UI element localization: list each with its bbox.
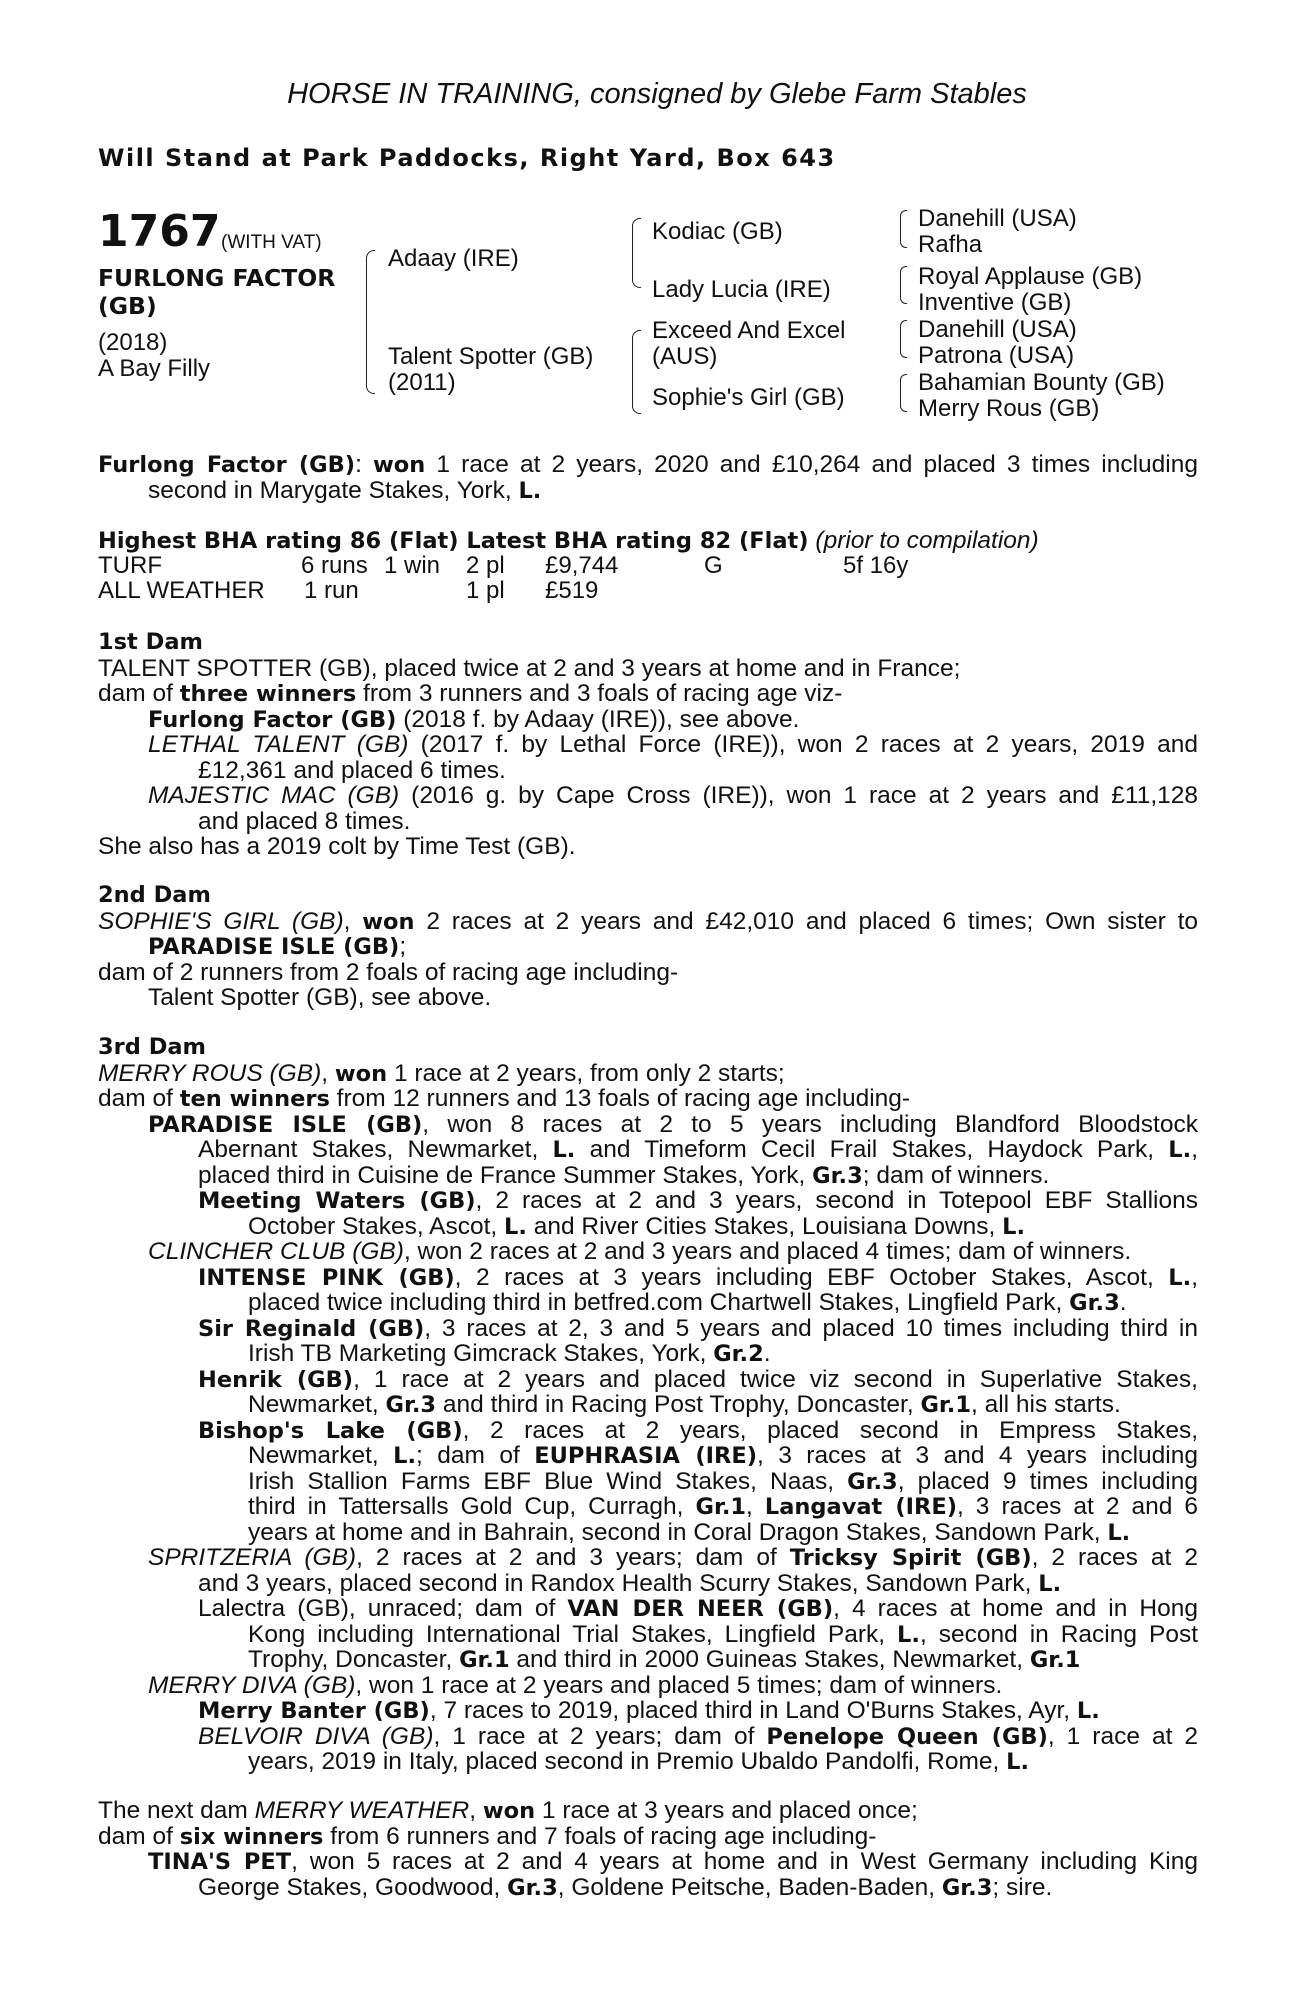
first-dam-heading: 1st Dam	[98, 629, 203, 655]
t: , Goldene Peitsche, Baden-Baden,	[557, 1873, 942, 1901]
t: PARADISE ISLE (GB)	[148, 934, 400, 960]
third-dam-section	[98, 1035, 1198, 1775]
summary-line-2	[98, 478, 1198, 504]
summary-horse: Furlong Factor (GB)	[98, 452, 356, 478]
pedigree-brace-main	[366, 250, 375, 394]
t: 2 races at 2 years and £42,010 and placed 6 times; Own sister to	[414, 907, 1198, 935]
second-dam-produce: dam of 2 runners from 2 foals of racing age including-	[98, 958, 679, 986]
horse-name-line1: FURLONG FACTOR	[98, 264, 336, 292]
d3-l2	[98, 1086, 1198, 1112]
pedigree-g6: Patrona (USA)	[918, 342, 1075, 369]
t: , 3 races at 3 and 4 years including	[757, 1442, 1198, 1469]
d3-l4	[98, 1137, 1198, 1163]
t: PARADISE ISLE (GB)	[148, 1111, 423, 1138]
t: George Stakes, Goodwood,	[198, 1873, 508, 1901]
t: placed third in Cuisine de France Summer Stakes, York,	[198, 1161, 813, 1189]
d3-l3	[98, 1112, 1198, 1138]
page-header: HORSE IN TRAINING, consigned by Glebe Farm Stables	[287, 78, 1027, 110]
t: from 12 runners and 13 foals of racing age including-	[329, 1085, 911, 1112]
d3-l14	[98, 1392, 1198, 1418]
t: CLINCHER CLUB (GB)	[148, 1238, 404, 1265]
t: , all his starts.	[971, 1391, 1121, 1418]
d3-l7	[98, 1214, 1198, 1240]
next-dam-section	[98, 1798, 1198, 1900]
t: , won 5 races at 2 and 4 years at home and in West Germany including King	[291, 1848, 1198, 1875]
t: Gr.1	[459, 1647, 510, 1673]
t: Irish TB Marketing Gimcrack Stakes, York,	[248, 1340, 714, 1367]
t: Gr.3	[1069, 1290, 1120, 1316]
t: Gr.3	[941, 1874, 993, 1901]
t: Trophy, Doncaster,	[248, 1646, 460, 1673]
d3-l6	[98, 1188, 1198, 1214]
pedigree-dam-sire-line2: (AUS)	[652, 343, 718, 370]
t: October Stakes, Ascot,	[248, 1212, 505, 1240]
second-dam-produce-item: Talent Spotter (GB), see above.	[148, 984, 492, 1011]
turf-distance: 5f 16y	[843, 552, 909, 579]
t: MERRY WEATHER	[254, 1797, 470, 1824]
t: Tricksy Spirit (GB)	[789, 1545, 1032, 1571]
t: .	[763, 1340, 771, 1367]
pedigree-dam-line2: (2011)	[388, 369, 456, 396]
turf-surface: TURF	[98, 552, 162, 579]
d3-l19	[98, 1520, 1198, 1546]
summary-text: 1 race at 2 years, 2020 and £10,264 and placed 3 times including	[436, 451, 1198, 478]
t: dam of	[98, 1085, 180, 1112]
summary-line-1	[98, 452, 1198, 478]
foaling-year: (2018)	[98, 329, 168, 356]
first-dam-produce	[98, 681, 1198, 707]
t: won	[482, 1798, 536, 1824]
t: ,	[469, 1797, 483, 1824]
t: Gr.1	[1029, 1647, 1081, 1673]
t: ten winners	[179, 1086, 330, 1112]
t: ,	[343, 907, 363, 935]
t: and third in Racing Post Trophy, Doncaster,	[436, 1391, 921, 1418]
t: (2017 f. by Lethal Force (IRE)), won 2 races at 2 years, 2019 and	[408, 731, 1199, 758]
nd-l2	[98, 1824, 1198, 1850]
t: and River Cities Stakes, Louisiana Downs,	[526, 1212, 1003, 1240]
t: , 2 races at 2 and 3 years; dam of	[356, 1544, 790, 1571]
t: INTENSE PINK (GB)	[198, 1264, 455, 1291]
pedigree-sire: Adaay (IRE)	[388, 245, 519, 272]
pedigree-g4: Inventive (GB)	[918, 289, 1072, 316]
t: EUPHRASIA (IRE)	[534, 1443, 758, 1469]
pedigree-g1: Danehill (USA)	[918, 205, 1077, 232]
t: L.	[552, 1137, 576, 1163]
t: The next dam	[98, 1797, 255, 1824]
t: Kong including International Trial Stakes, Lingfield Park,	[248, 1620, 898, 1648]
t: Newmarket,	[248, 1391, 386, 1418]
t: Irish Stallion Farms EBF Blue Wind Stakes, Naas,	[248, 1467, 848, 1495]
t: Sir Reginald (GB)	[198, 1315, 425, 1342]
nd-l1	[98, 1798, 1198, 1824]
d3-l27	[98, 1724, 1198, 1750]
t: 1 race at 3 years and placed once;	[535, 1797, 918, 1824]
t: , won 2 races at 2 and 3 years and placed 4 times; dam of winners.	[403, 1238, 1132, 1265]
t: Merry Banter (GB)	[198, 1698, 430, 1724]
venue-line: Will Stand at Park Paddocks, Right Yard, Box 643	[98, 144, 836, 172]
t: , 4 races at home and in Hong	[833, 1595, 1198, 1622]
t: , second in Racing Post	[919, 1620, 1199, 1648]
d3-l9	[98, 1265, 1198, 1291]
t: TINA'S PET	[148, 1849, 292, 1875]
produce-lethal-talent-cont: £12,361 and placed 6 times.	[198, 756, 506, 784]
t: LETHAL TALENT (GB)	[148, 731, 409, 758]
t: BELVOIR DIVA (GB)	[198, 1722, 434, 1750]
t: Gr.3	[847, 1468, 898, 1495]
t: , 1 race at 2 years and placed twice viz second in Superlative Stakes,	[353, 1365, 1198, 1393]
t: , won 8 races at 2 to 5 years including Blandford Bloodstock	[422, 1110, 1198, 1138]
ratings-note: (prior to compilation)	[815, 527, 1039, 554]
pedigree-sire-dam: Lady Lucia (IRE)	[652, 276, 831, 303]
produce-majestic-mac-cont: and placed 8 times.	[198, 807, 411, 835]
t: 1 race at 2 years, from only 2 starts;	[387, 1059, 785, 1087]
t: Gr.1	[920, 1392, 971, 1418]
t: Gr.3	[385, 1392, 437, 1418]
turf-going: G	[704, 552, 723, 579]
t: Penelope Queen (GB)	[766, 1723, 1048, 1750]
t: , 2 races at 2 and 3 years, second in Totepool EBF Stallions	[475, 1187, 1198, 1214]
nd-l3	[98, 1849, 1198, 1875]
pedigree-dam	[388, 344, 593, 396]
d3-l1	[98, 1061, 1198, 1087]
t: L.	[1107, 1519, 1131, 1546]
t: won	[362, 908, 415, 935]
t: and third in 2000 Guineas Stakes, Newmarket,	[509, 1646, 1030, 1673]
listed-tag: L.	[518, 477, 542, 504]
t: ; dam of winners.	[862, 1161, 1050, 1189]
t: L.	[1002, 1213, 1026, 1240]
t: from 6 runners and 7 foals of racing age including-	[323, 1822, 877, 1850]
pedigree-brace-dam	[632, 330, 641, 414]
d3-l8	[98, 1239, 1198, 1265]
pedigree-brace-sire	[632, 218, 641, 288]
pedigree-dam-sire	[652, 318, 845, 370]
turf-wins: 1 win	[384, 552, 441, 579]
d3-l5	[98, 1163, 1198, 1189]
t: SPRITZERIA (GB)	[148, 1544, 357, 1571]
pedigree-dam-sire-line1: Exceed And Excel	[652, 317, 846, 344]
t: L.	[1168, 1137, 1192, 1163]
second-dam-sister	[98, 934, 1198, 960]
t: Gr.2	[713, 1341, 764, 1367]
turf-prize: £9,744	[545, 552, 619, 579]
t: dam of	[98, 680, 180, 707]
pedigree-dam-dam: Sophie's Girl (GB)	[652, 384, 845, 411]
t: and 3 years, placed second in Randox Health Scurry Stakes, Sandown Park,	[198, 1569, 1039, 1597]
t: VAN DER NEER (GB)	[567, 1596, 834, 1622]
t: SOPHIE'S GIRL (GB)	[98, 907, 344, 935]
aw-surface: ALL WEATHER	[98, 577, 265, 604]
d3-l25	[98, 1673, 1198, 1699]
t: , 3 races at 2 and 6	[956, 1493, 1198, 1520]
t: , 2 races at 2 years, placed second in Empress Stakes,	[462, 1416, 1198, 1444]
pedigree-g8: Merry Rous (GB)	[918, 395, 1100, 422]
d3-l23	[98, 1622, 1198, 1648]
third-dam-heading: 3rd Dam	[98, 1034, 206, 1060]
t: Henrik (GB)	[198, 1366, 354, 1393]
t: Meeting Waters (GB)	[198, 1188, 476, 1214]
t: ,	[1191, 1263, 1198, 1291]
t: Gr.1	[695, 1494, 747, 1520]
pedigree-dam-line1: Talent Spotter (GB)	[388, 343, 594, 370]
summary-won: won	[373, 452, 426, 478]
pedigree-g3: Royal Applause (GB)	[918, 263, 1143, 290]
t: Bishop's Lake (GB)	[198, 1417, 463, 1444]
t: Abernant Stakes, Newmarket,	[198, 1136, 553, 1163]
t: won	[334, 1060, 388, 1087]
produce-lethal-talent	[98, 732, 1198, 758]
t: years at home and in Bahrain, second in Coral Dragon Stakes, Sandown Park,	[248, 1518, 1108, 1546]
t: ; dam of	[416, 1442, 535, 1469]
lot-number: 1767	[98, 206, 221, 257]
t: , 2 races at 3 years including EBF October Stakes, Ascot,	[454, 1263, 1169, 1291]
t: L.	[1076, 1698, 1100, 1724]
ratings-title: Highest BHA rating 86 (Flat) Latest BHA rating 82 (Flat)	[98, 528, 809, 554]
pedigree-sire-sire: Kodiac (GB)	[652, 218, 783, 245]
t: placed twice including third in betfred.com Chartwell Stakes, Lingfield Park,	[248, 1289, 1070, 1316]
d3-l22	[98, 1596, 1198, 1622]
first-dam-section	[98, 630, 1198, 860]
d3-l12	[98, 1341, 1198, 1367]
vat-label: (WITH VAT)	[221, 232, 322, 253]
pedigree-brace-g3	[900, 320, 907, 358]
t: ,	[321, 1059, 335, 1087]
t: MERRY ROUS (GB)	[98, 1059, 322, 1087]
second-dam-line	[98, 909, 1198, 935]
t: years, 2019 in Italy, placed second in Premio Ubaldo Pandolfi, Rome,	[248, 1748, 1007, 1775]
t: MAJESTIC MAC (GB)	[148, 782, 400, 809]
d3-l18	[98, 1494, 1198, 1520]
t: , 7 races to 2019, placed third in Land O'Burns Stakes, Ayr,	[429, 1697, 1077, 1724]
t: Lalectra (GB), unraced; dam of	[198, 1595, 568, 1622]
t: Furlong Factor (GB)	[148, 706, 397, 733]
d3-l26	[98, 1698, 1198, 1724]
produce-majestic-mac	[98, 783, 1198, 809]
d3-l15	[98, 1418, 1198, 1444]
t: ;	[399, 933, 407, 960]
first-dam-line: TALENT SPOTTER (GB), placed twice at 2 and 3 years at home and in France;	[98, 654, 961, 682]
second-dam-section	[98, 883, 1198, 1011]
horse-description: A Bay Filly	[98, 355, 211, 382]
aw-runs: 1 run	[304, 577, 359, 604]
t: (2018 f. by Adaay (IRE)), see above.	[396, 705, 800, 733]
t: six winners	[179, 1823, 324, 1850]
pedigree-g2: Rafha	[918, 231, 983, 258]
produce-furlong-factor	[98, 707, 1198, 733]
d3-l21	[98, 1571, 1198, 1597]
d3-l16	[98, 1443, 1198, 1469]
d3-l10	[98, 1290, 1198, 1316]
t: L.	[897, 1621, 920, 1648]
aw-placed: 1 pl	[466, 577, 505, 604]
t: and Timeform Cecil Frail Stakes, Haydock Park,	[575, 1136, 1169, 1163]
t: dam of	[98, 1822, 180, 1850]
t: Gr.3	[507, 1874, 558, 1901]
t: L.	[504, 1213, 527, 1240]
turf-placed: 2 pl	[466, 552, 505, 579]
t: Langavat (IRE)	[764, 1494, 957, 1520]
pedigree-brace-g2	[900, 266, 907, 304]
pedigree-g5: Danehill (USA)	[918, 316, 1077, 343]
race-summary	[98, 452, 1198, 503]
d3-l13	[98, 1367, 1198, 1393]
t: from 3 runners and 3 foals of racing age viz-	[356, 680, 843, 707]
summary-colon: :	[355, 451, 362, 478]
t: .	[1119, 1289, 1127, 1316]
d3-l20	[98, 1545, 1198, 1571]
t: ,	[746, 1493, 765, 1520]
t: L.	[1006, 1749, 1029, 1775]
t: Gr.3	[812, 1162, 863, 1189]
horse-name-line2: (GB)	[98, 292, 157, 320]
pedigree-g7: Bahamian Bounty (GB)	[918, 369, 1165, 396]
t: , won 1 race at 2 years and placed 5 times; dam of winners.	[355, 1671, 1003, 1699]
summary-second: second in Marygate Stakes, York,	[148, 476, 519, 504]
winners-count: three winners	[179, 681, 357, 707]
pedigree-brace-g4	[900, 374, 907, 412]
t: ; sire.	[992, 1873, 1053, 1901]
t: , 3 races at 2, 3 and 5 years and placed 10 times including third in	[424, 1314, 1198, 1342]
t: (2016 g. by Cape Cross (IRE)), won 1 race at 2 years and £11,128	[399, 782, 1198, 809]
t: L.	[1168, 1264, 1192, 1291]
t: third in Tattersalls Gold Cup, Curragh,	[248, 1493, 696, 1520]
t: L.	[1038, 1570, 1062, 1597]
nd-l4	[98, 1875, 1198, 1901]
t: , 1 race at 2 years; dam of	[433, 1722, 767, 1750]
t: , 2 races at 2	[1031, 1544, 1198, 1571]
second-dam-heading: 2nd Dam	[98, 882, 211, 908]
d3-l24	[98, 1647, 1198, 1673]
t: , placed 9 times including	[897, 1467, 1198, 1495]
t: MERRY DIVA (GB)	[148, 1671, 356, 1699]
ratings-line	[98, 528, 1039, 555]
pedigree-brace-g1	[900, 210, 907, 248]
d3-l11	[98, 1316, 1198, 1342]
turf-runs: 6 runs	[301, 552, 368, 579]
t: ,	[1191, 1136, 1198, 1163]
d3-l28	[98, 1749, 1198, 1775]
t: , 1 race at 2	[1047, 1722, 1198, 1750]
t: Newmarket,	[248, 1442, 394, 1469]
aw-prize: £519	[545, 577, 599, 604]
first-dam-note: She also has a 2019 colt by Time Test (GB).	[98, 833, 576, 860]
d3-l17	[98, 1469, 1198, 1495]
horse-name	[98, 264, 335, 320]
t: L.	[393, 1443, 417, 1469]
